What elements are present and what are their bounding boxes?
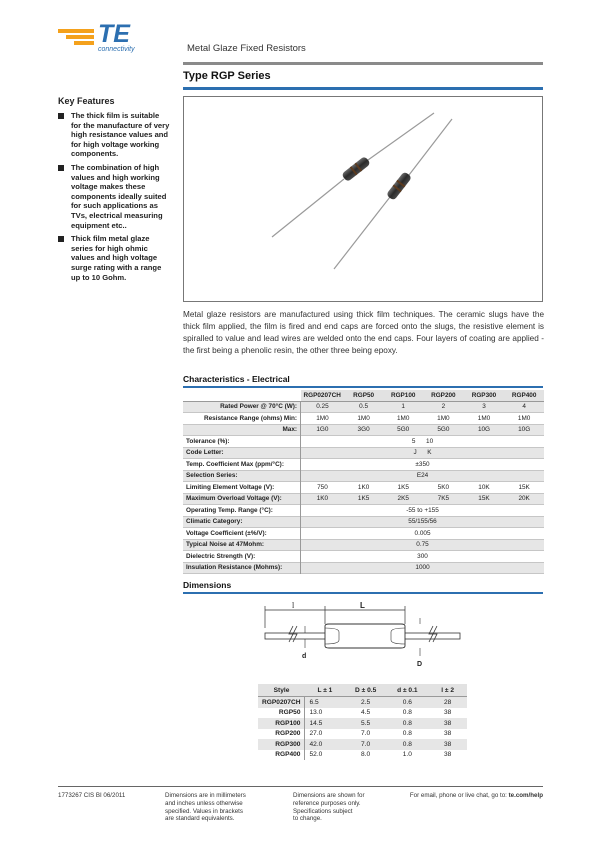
table-cell: 1M0 <box>357 414 370 422</box>
te-logo <box>58 20 158 54</box>
table-row <box>183 424 544 436</box>
column-header: RGP400 <box>504 390 544 401</box>
row-label: Voltage Coefficient (±%/V): <box>183 528 301 540</box>
dimensions-title: Dimensions <box>183 580 232 590</box>
table-cell: J K <box>301 447 544 459</box>
table-row <box>183 436 544 448</box>
table-cell: -55 to +155 <box>406 506 439 514</box>
table-cell: 6.5 <box>305 697 345 708</box>
table-cell: 1.0 <box>402 751 412 759</box>
column-header: RGP200 <box>423 390 464 401</box>
resistor-outline-drawing <box>255 598 470 673</box>
table-cell: 0.8 <box>402 709 412 717</box>
column-header: RGP100 <box>383 390 423 401</box>
table-cell: 1K0 <box>301 493 344 505</box>
dimensions-rule <box>183 592 543 594</box>
table-header-row <box>258 684 467 697</box>
table-cell: 0.6 <box>387 697 429 708</box>
row-label: Code Letter: <box>183 447 301 459</box>
table-row <box>183 413 544 425</box>
table-row <box>183 539 544 551</box>
table-row <box>183 562 544 574</box>
column-header: D ± 0.5 <box>345 684 387 697</box>
table-row <box>183 459 544 471</box>
table-cell: 0.005 <box>414 529 431 537</box>
table-cell: 7.0 <box>345 739 387 750</box>
table-cell: 20K <box>504 493 544 505</box>
contact-prefix: For email, phone or live chat, go to: <box>409 792 509 799</box>
characteristics-title: Characteristics - Electrical <box>183 374 290 384</box>
logo-sub: connectivity <box>98 46 135 53</box>
footer-line: reference purposes only. <box>293 799 361 807</box>
table-cell: 1000 <box>301 562 544 574</box>
series-title: Type RGP Series <box>183 70 271 82</box>
table-cell: RGP0207CH <box>258 697 305 708</box>
table-row <box>183 401 544 413</box>
dim-label-D: D <box>417 661 423 668</box>
column-header: d ± 0.1 <box>387 684 429 697</box>
row-label: Insulation Resistance (Mohms): <box>183 562 301 574</box>
resistor-photo-illustration <box>184 97 542 301</box>
row-label: Temp. Coefficient Max (ppm/°C): <box>183 459 301 471</box>
table-cell: 5.5 <box>345 718 387 729</box>
table-cell: RGP200 <box>258 729 305 740</box>
table-cell: 0.8 <box>387 718 429 729</box>
feature-text: The combination of high values and high working voltage makes these components ideally suited for such applications as TVs, electrical measuring equipment etc.. <box>71 162 167 230</box>
table-row <box>183 493 544 505</box>
table-cell: 0.5 <box>344 401 384 413</box>
column-header: L ± 1 <box>305 684 345 697</box>
table-cell: 38 <box>428 739 467 750</box>
key-features-list <box>58 111 170 286</box>
footer-line: to change. <box>293 815 322 823</box>
characteristics-table <box>183 390 544 574</box>
table-cell: RGP100 <box>258 718 305 729</box>
table-cell: 1G0 <box>301 424 344 436</box>
product-photo <box>183 96 543 302</box>
table-cell: RGP400 <box>258 750 305 761</box>
table-cell: 52.0 <box>309 751 323 759</box>
logo-text: TE <box>98 20 130 48</box>
table-row <box>258 718 467 729</box>
table-cell: 55/155/56 <box>301 516 544 528</box>
table-cell: 1K0 <box>357 483 370 491</box>
page-subtitle: Metal Glaze Fixed Resistors <box>187 43 306 54</box>
table-cell: 5G0 <box>383 424 423 436</box>
table-cell: 10G <box>464 424 505 436</box>
table-cell: 7.0 <box>361 730 371 738</box>
table-cell: 1M0 <box>396 414 410 422</box>
table-cell: 28 <box>428 697 467 708</box>
table-cell: ±350 <box>415 460 430 468</box>
row-label: Typical Noise at 47Mohm: <box>183 539 301 551</box>
table-cell: 5 10 <box>411 437 434 445</box>
table-cell: 38 <box>428 718 467 729</box>
table-cell: 15K <box>518 483 530 491</box>
series-rule <box>183 87 543 90</box>
table-row <box>258 708 467 719</box>
table-cell: 42.0 <box>305 739 345 750</box>
table-cell: 1M0 <box>437 414 450 422</box>
table-header-row <box>183 390 544 401</box>
characteristics-rule <box>183 386 543 388</box>
table-cell: 0.75 <box>301 539 544 551</box>
table-row <box>183 516 544 528</box>
footer-reference-note <box>293 792 365 823</box>
dim-label-l: l <box>292 601 295 610</box>
table-row <box>183 528 544 540</box>
table-cell: 2K5 <box>383 493 423 505</box>
table-row <box>183 551 544 563</box>
table-row <box>183 470 544 482</box>
footer-dimensions-note <box>165 792 246 823</box>
row-label: Rated Power @ 70°C (W): <box>183 401 301 413</box>
column-header: RGP300 <box>464 390 505 401</box>
feature-text: The thick film is suitable for the manufacture of very high resistance values and for high voltage working components. <box>71 111 170 159</box>
table-cell: 4 <box>504 401 544 413</box>
bullet-square-icon <box>58 113 64 119</box>
table-cell: 2 <box>423 401 464 413</box>
table-cell: 3G0 <box>344 424 384 436</box>
footer-line: Dimensions are shown for <box>293 792 365 799</box>
row-label: Limiting Element Voltage (V): <box>183 482 301 494</box>
table-cell: RGP50 <box>258 708 305 719</box>
row-label: Dielectric Strength (V): <box>183 551 301 563</box>
table-cell: 1K5 <box>397 483 409 491</box>
list-item <box>58 163 170 230</box>
footer-line: Dimensions are in millimeters <box>165 792 246 799</box>
table-cell: 2.5 <box>345 697 387 708</box>
column-header: Style <box>258 684 305 697</box>
table-cell: 1 <box>383 401 423 413</box>
row-label: Climatic Category: <box>183 516 301 528</box>
footer-line: Specifications subject <box>293 807 353 815</box>
bullet-square-icon <box>58 236 64 242</box>
table-row <box>183 505 544 517</box>
table-cell: 14.5 <box>305 718 345 729</box>
table-row <box>258 750 467 761</box>
table-cell: 13.0 <box>309 709 323 717</box>
column-header: RGP50 <box>344 390 384 401</box>
table-cell: 750 <box>317 483 328 491</box>
list-item <box>58 234 170 282</box>
table-row <box>258 697 467 708</box>
table-cell: 3 <box>464 401 505 413</box>
row-label: Selection Series: <box>183 470 301 482</box>
table-row <box>258 729 467 740</box>
header-rule <box>183 62 543 65</box>
row-label: Operating Temp. Range (°C): <box>183 505 301 517</box>
dim-label-d: d <box>302 653 307 660</box>
contact-link[interactable]: te.com/help <box>508 792 543 799</box>
table-cell: 5K0 <box>437 483 450 491</box>
table-cell: 38 <box>443 730 452 738</box>
table-cell: 27.0 <box>309 730 323 738</box>
feature-text: Thick film metal glaze series for high ohmic values and high voltage surge rating with a range up to 10 Gohm. <box>71 234 162 282</box>
footer-contact <box>408 792 543 800</box>
table-cell: 38 <box>443 709 452 717</box>
table-row <box>183 482 544 494</box>
column-header: l ± 2 <box>428 684 467 697</box>
footer-doc-id: 1773267 CIS BI 06/2011 <box>58 792 126 799</box>
footer-line: specified. Values in brackets <box>165 807 243 815</box>
table-corner <box>183 390 301 401</box>
table-cell: 1M0 <box>316 414 329 422</box>
row-label: Maximum Overload Voltage (V): <box>183 493 301 505</box>
table-row <box>258 739 467 750</box>
list-item <box>58 111 170 159</box>
table-cell: 10G <box>504 424 544 436</box>
table-cell: 300 <box>417 552 428 560</box>
table-cell: RGP300 <box>258 739 305 750</box>
dimensions-table <box>258 684 467 760</box>
table-cell: 5G0 <box>423 424 464 436</box>
table-cell: 0.8 <box>402 730 412 738</box>
footer-line: and inches unless otherwise <box>165 799 243 807</box>
bullet-square-icon <box>58 165 64 171</box>
row-label: Tolerance (%): <box>183 436 301 448</box>
table-cell: 0.8 <box>387 739 429 750</box>
footer-line: are standard equivalents. <box>165 815 235 823</box>
dimension-diagram <box>255 598 470 673</box>
column-header: RGP0207CH <box>301 390 344 401</box>
table-cell: 1K5 <box>344 493 384 505</box>
table-cell: 10K <box>478 483 490 491</box>
table-cell: 0.25 <box>301 401 344 413</box>
table-cell: 8.0 <box>361 751 371 759</box>
table-cell: 15K <box>464 493 505 505</box>
table-row <box>183 447 544 459</box>
dim-label-L: L <box>360 601 365 610</box>
table-cell: 1M0 <box>477 414 491 422</box>
key-features-title: Key Features <box>58 96 115 106</box>
table-cell: 38 <box>443 751 452 759</box>
footer-rule <box>58 786 543 787</box>
table-cell: 1M0 <box>517 414 531 422</box>
table-cell: 4.5 <box>361 709 371 717</box>
row-label: Max: <box>183 424 301 436</box>
table-cell: 7K5 <box>423 493 464 505</box>
row-label: Resistance Range (ohms) Min: <box>183 413 301 425</box>
table-cell: E24 <box>301 470 544 482</box>
product-description: Metal glaze resistors are manufactured using thick film techniques. The ceramic slugs have the thick film applied, the film is fired and end caps are forced onto the slugs, the resistive element is spiralled to value and lead wires are welded onto the end caps. Four layers of coating are applied - the first being a phenolic resin, the other three being epoxy. <box>183 310 544 355</box>
